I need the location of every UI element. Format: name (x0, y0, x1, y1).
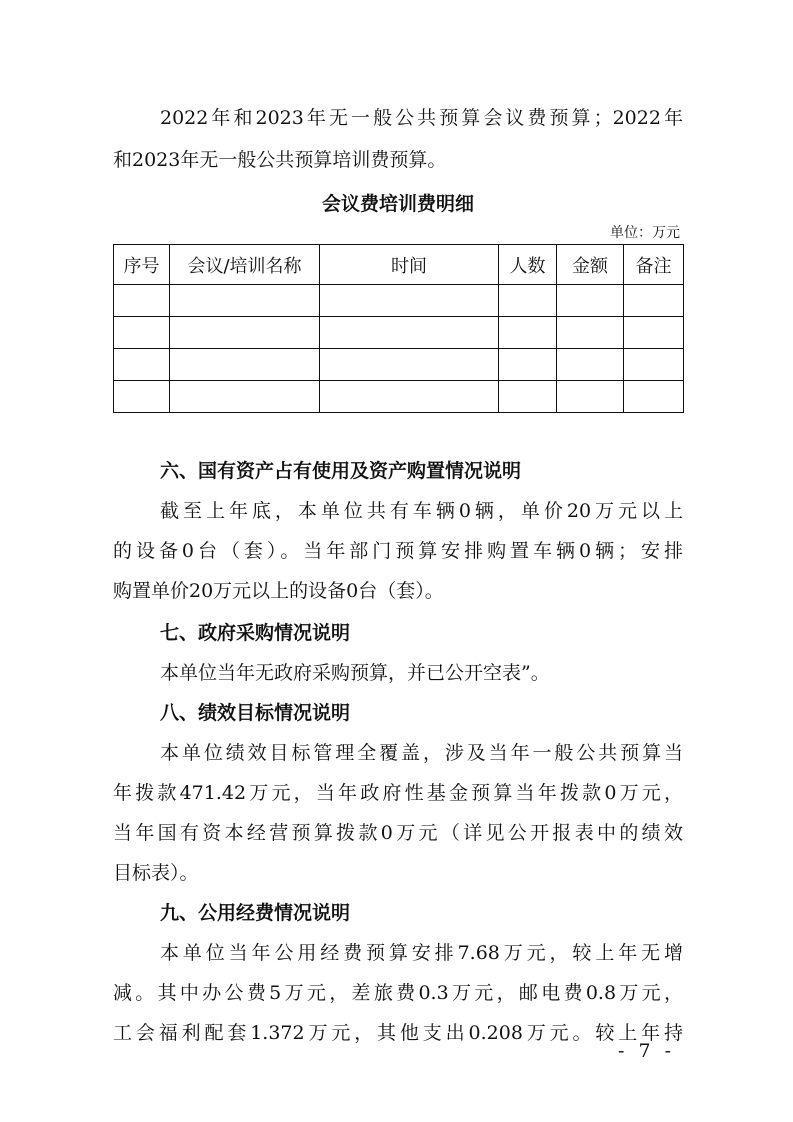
section-9-heading: 九、公用经费情况说明 (160, 902, 351, 924)
table-cell (320, 285, 499, 317)
table-cell (320, 381, 499, 413)
section-8-line-2: 年拨款471.42万元，当年政府性基金预算当年拨款0万元， (113, 782, 683, 804)
table-cell (114, 317, 170, 349)
table-unit-label: 单位：万元 (610, 225, 680, 241)
table-cell (114, 285, 170, 317)
table-cell (114, 349, 170, 381)
section-8-line-3: 当年国有资本经营预算拨款0万元（详见公开报表中的绩效 (113, 822, 683, 844)
section-6-line-1: 截至上年底，本单位共有车辆0辆，单价20万元以上 (160, 500, 683, 522)
section-8-heading: 八、绩效目标情况说明 (160, 702, 351, 724)
table-cell (170, 317, 320, 349)
section-7-heading: 七、政府采购情况说明 (160, 622, 351, 644)
section-9-line-1: 本单位当年公用经费预算安排7.68万元，较上年无增 (160, 942, 683, 964)
table-cell (170, 285, 320, 317)
meeting-training-table (113, 244, 684, 413)
table-header-row (114, 245, 684, 285)
table-cell (170, 381, 320, 413)
table-cell (557, 317, 624, 349)
intro-line-2: 和2023年无一般公共预算培训费预算。 (113, 149, 447, 171)
table-row (114, 349, 684, 381)
section-8-line-1: 本单位绩效目标管理全覆盖，涉及当年一般公共预算当 (160, 742, 683, 764)
table-row (114, 381, 684, 413)
table-cell (320, 349, 499, 381)
table-title: 会议费培训费明细 (321, 193, 474, 215)
column-header-amount: 金额 (557, 245, 624, 285)
section-6-heading: 六、国有资产占有使用及资产购置情况说明 (160, 460, 522, 482)
table-cell (499, 381, 557, 413)
column-header-remarks: 备注 (624, 245, 684, 285)
section-8-line-4: 目标表）。 (113, 862, 199, 884)
table-cell (499, 349, 557, 381)
section-6-line-2: 的设备0台（套）。当年部门预算安排购置车辆0辆；安排 (113, 540, 683, 562)
section-7-line-1: 本单位当年无政府采购预算，并已公开空表”。 (160, 662, 550, 684)
table-row (114, 317, 684, 349)
table-cell (499, 317, 557, 349)
table-cell (557, 381, 624, 413)
table-cell (624, 349, 684, 381)
table-cell (320, 317, 499, 349)
table-cell (557, 285, 624, 317)
intro-line-1: 2022年和2023年无一般公共预算会议费预算；2022年 (160, 107, 683, 129)
table-cell (499, 285, 557, 317)
table-cell (170, 349, 320, 381)
page-number: - 7 - (618, 1040, 676, 1062)
table-cell (624, 285, 684, 317)
column-header-people: 人数 (499, 245, 557, 285)
table-cell (624, 381, 684, 413)
column-header-name: 会议/培训名称 (170, 245, 320, 285)
column-header-index: 序号 (114, 245, 170, 285)
section-9-line-3: 工会福利配套1.372万元，其他支出0.208万元。较上年持 (113, 1022, 683, 1044)
column-header-time: 时间 (320, 245, 499, 285)
section-9-line-2: 减。其中办公费5万元，差旅费0.3万元，邮电费0.8万元， (113, 982, 683, 1004)
table-cell (557, 349, 624, 381)
table-cell (114, 381, 170, 413)
section-6-line-3: 购置单价20万元以上的设备0台（套）。 (113, 580, 444, 602)
table-row (114, 285, 684, 317)
table-cell (624, 317, 684, 349)
